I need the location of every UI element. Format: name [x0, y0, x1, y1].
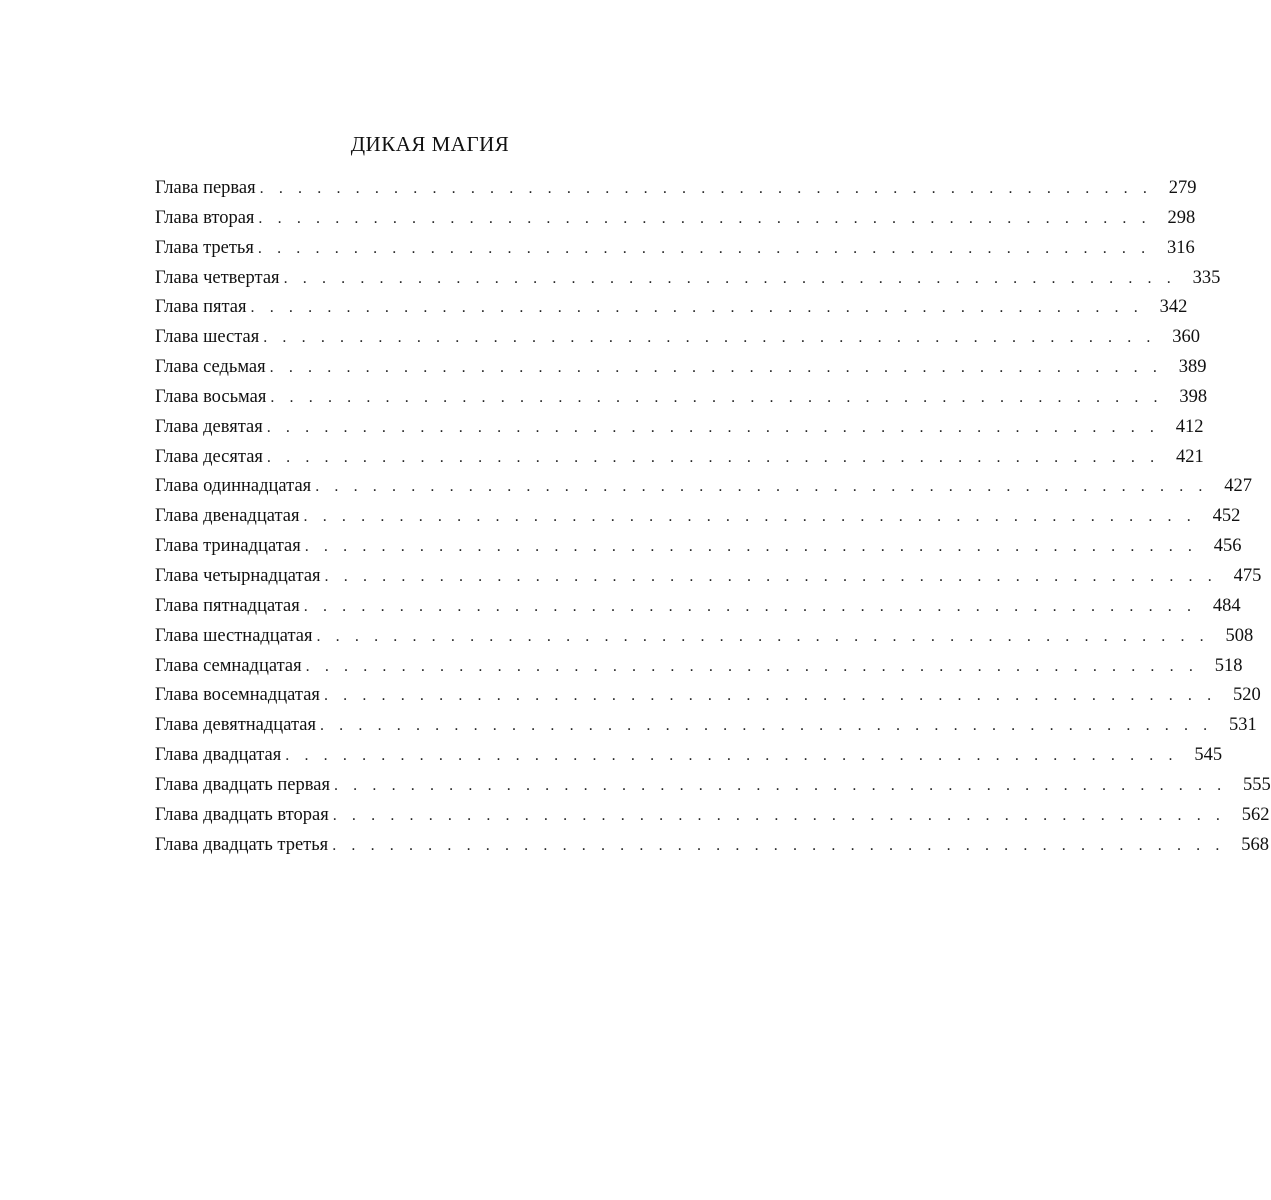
page-number: 360: [1172, 327, 1201, 348]
toc-entry: [155, 323, 1201, 353]
page-number: 316: [1166, 237, 1195, 258]
chapter-title: Глава двадцать третья: [155, 834, 329, 855]
toc-entry: [155, 234, 1195, 264]
dot-leader: . . . . . . . . . . . . . . . . . . . . . . . . . . . . . . . . . . . . . . . . . . . . . . .: [333, 776, 1227, 794]
toc-entry: [155, 652, 1243, 682]
chapter-title: Глава тринадцатая: [155, 536, 301, 557]
page-number: 568: [1241, 834, 1269, 855]
toc-entry: [155, 681, 1261, 711]
toc-entry: [155, 264, 1221, 294]
dot-leader: . . . . . . . . . . . . . . . . . . . . . . . . . . . . . . . . . . . . . . . . . . . . . . .: [270, 388, 1164, 406]
toc-entry: [155, 502, 1241, 532]
dot-leader: . . . . . . . . . . . . . . . . . . . . . . . . . . . . . . . . . . . . . . . . . . . . . . .: [266, 418, 1160, 436]
page-number: 518: [1214, 655, 1243, 676]
toc-entry: [155, 174, 1197, 204]
chapter-title: Глава одиннадцатая: [155, 476, 312, 497]
chapter-title: Глава первая: [155, 178, 256, 198]
chapter-title: Глава восьмая: [155, 386, 267, 407]
dot-leader: . . . . . . . . . . . . . . . . . . . . . . . . . . . . . . . . . . . . . . . . . . . . . . .: [332, 836, 1225, 854]
page-number: 456: [1213, 536, 1242, 557]
toc-entry: [155, 443, 1204, 473]
dot-leader: . . . . . . . . . . . . . . . . . . . . . . . . . . . . . . . . . . . . . . . . . . . . . . .: [319, 717, 1213, 735]
chapter-title: Глава двенадцатая: [155, 506, 300, 527]
table-of-contents: [155, 174, 1271, 860]
chapter-title: Глава семнадцатая: [155, 655, 302, 676]
chapter-title: Глава девятнадцатая: [155, 715, 316, 736]
chapter-title: Глава пятнадцатая: [155, 595, 300, 616]
chapter-title: Глава шестнадцатая: [155, 625, 313, 646]
toc-entry: [155, 741, 1223, 771]
toc-entry: [155, 472, 1253, 502]
dot-leader: . . . . . . . . . . . . . . . . . . . . . . . . . . . . . . . . . . . . . . . . . . . . . . .: [315, 478, 1209, 496]
dot-leader: . . . . . . . . . . . . . . . . . . . . . . . . . . . . . . . . . . . . . . . . . . . . . . .: [258, 209, 1152, 227]
chapter-title: Глава девятая: [155, 416, 263, 437]
toc-entry: [155, 353, 1207, 383]
page-number: 335: [1192, 267, 1221, 288]
toc-entry: [155, 204, 1196, 234]
page-number: 421: [1175, 446, 1204, 467]
chapter-title: Глава третья: [155, 237, 254, 258]
chapter-title: Глава двадцатая: [155, 745, 282, 766]
chapter-title: Глава десятая: [155, 446, 263, 467]
page-number: 452: [1212, 506, 1241, 527]
page-number: 398: [1179, 386, 1208, 407]
page-number: 520: [1233, 685, 1261, 706]
dot-leader: . . . . . . . . . . . . . . . . . . . . . . . . . . . . . . . . . . . . . . . . . . . . . . .: [257, 239, 1151, 257]
dot-leader: . . . . . . . . . . . . . . . . . . . . . . . . . . . . . . . . . . . . . . . . . . . . . . .: [324, 567, 1218, 585]
toc-entry: [155, 413, 1204, 443]
page-number: 562: [1241, 804, 1270, 825]
chapter-title: Глава седьмая: [155, 357, 266, 378]
page-number: 389: [1178, 357, 1207, 378]
toc-entry: [155, 801, 1270, 831]
page-number: 545: [1194, 745, 1223, 766]
page-number: 427: [1224, 476, 1253, 497]
page-number: 555: [1243, 774, 1271, 795]
dot-leader: . . . . . . . . . . . . . . . . . . . . . . . . . . . . . . . . . . . . . . . . . . . . . . .: [332, 806, 1226, 824]
page-number: 412: [1175, 416, 1204, 437]
dot-leader: . . . . . . . . . . . . . . . . . . . . . . . . . . . . . . . . . . . . . . . . . . . . . . .: [305, 657, 1199, 675]
chapter-title: Глава восемнадцатая: [155, 685, 320, 706]
toc-entry: [155, 831, 1269, 861]
toc-entry: [155, 562, 1262, 592]
chapter-title: Глава пятая: [155, 297, 247, 318]
chapter-title: Глава двадцать первая: [155, 774, 330, 795]
chapter-title: Глава вторая: [155, 207, 255, 228]
dot-leader: . . . . . . . . . . . . . . . . . . . . . . . . . . . . . . . . . . . . . . . . . . . . . . .: [323, 687, 1217, 705]
page-number: 342: [1159, 297, 1188, 318]
dot-leader: . . . . . . . . . . . . . . . . . . . . . . . . . . . . . . . . . . . . . . . . . . . . . . .: [259, 180, 1153, 197]
dot-leader: . . . . . . . . . . . . . . . . . . . . . . . . . . . . . . . . . . . . . . . . . . . . . . .: [269, 359, 1163, 377]
page-number: 484: [1212, 595, 1241, 616]
toc-entry: [155, 711, 1257, 741]
dot-leader: . . . . . . . . . . . . . . . . . . . . . . . . . . . . . . . . . . . . . . . . . . . . . . .: [303, 597, 1197, 615]
toc-entry: [155, 383, 1208, 413]
toc-entry: [155, 293, 1188, 323]
page-number: 298: [1167, 207, 1196, 228]
toc-entry: [155, 532, 1242, 562]
page-number: 531: [1229, 715, 1257, 736]
dot-leader: . . . . . . . . . . . . . . . . . . . . . . . . . . . . . . . . . . . . . . . . . . . . . . .: [266, 448, 1160, 466]
chapter-title: Глава двадцать вторая: [155, 804, 329, 825]
dot-leader: . . . . . . . . . . . . . . . . . . . . . . . . . . . . . . . . . . . . . . . . . . . . . . .: [263, 329, 1157, 347]
dot-leader: . . . . . . . . . . . . . . . . . . . . . . . . . . . . . . . . . . . . . . . . . . . . . . .: [283, 269, 1177, 287]
page-number: 475: [1233, 565, 1262, 586]
toc-entry: [155, 622, 1254, 652]
page-number: 508: [1225, 625, 1254, 646]
dot-leader: . . . . . . . . . . . . . . . . . . . . . . . . . . . . . . . . . . . . . . . . . . . . . . .: [250, 299, 1144, 317]
dot-leader: . . . . . . . . . . . . . . . . . . . . . . . . . . . . . . . . . . . . . . . . . . . . . . .: [303, 508, 1197, 526]
chapter-title: Глава четвертая: [155, 267, 280, 288]
dot-leader: . . . . . . . . . . . . . . . . . . . . . . . . . . . . . . . . . . . . . . . . . . . . . . .: [316, 627, 1210, 645]
chapter-title: Глава четырнадцатая: [155, 565, 321, 586]
page-title: ДИКАЯ МАГИЯ: [350, 132, 510, 156]
toc-entry: [155, 592, 1241, 622]
toc-entry: [155, 771, 1271, 801]
dot-leader: . . . . . . . . . . . . . . . . . . . . . . . . . . . . . . . . . . . . . . . . . . . . . . .: [285, 747, 1179, 765]
dot-leader: . . . . . . . . . . . . . . . . . . . . . . . . . . . . . . . . . . . . . . . . . . . . . . .: [304, 538, 1198, 556]
page-number: 279: [1168, 178, 1197, 198]
chapter-title: Глава шестая: [155, 327, 260, 348]
